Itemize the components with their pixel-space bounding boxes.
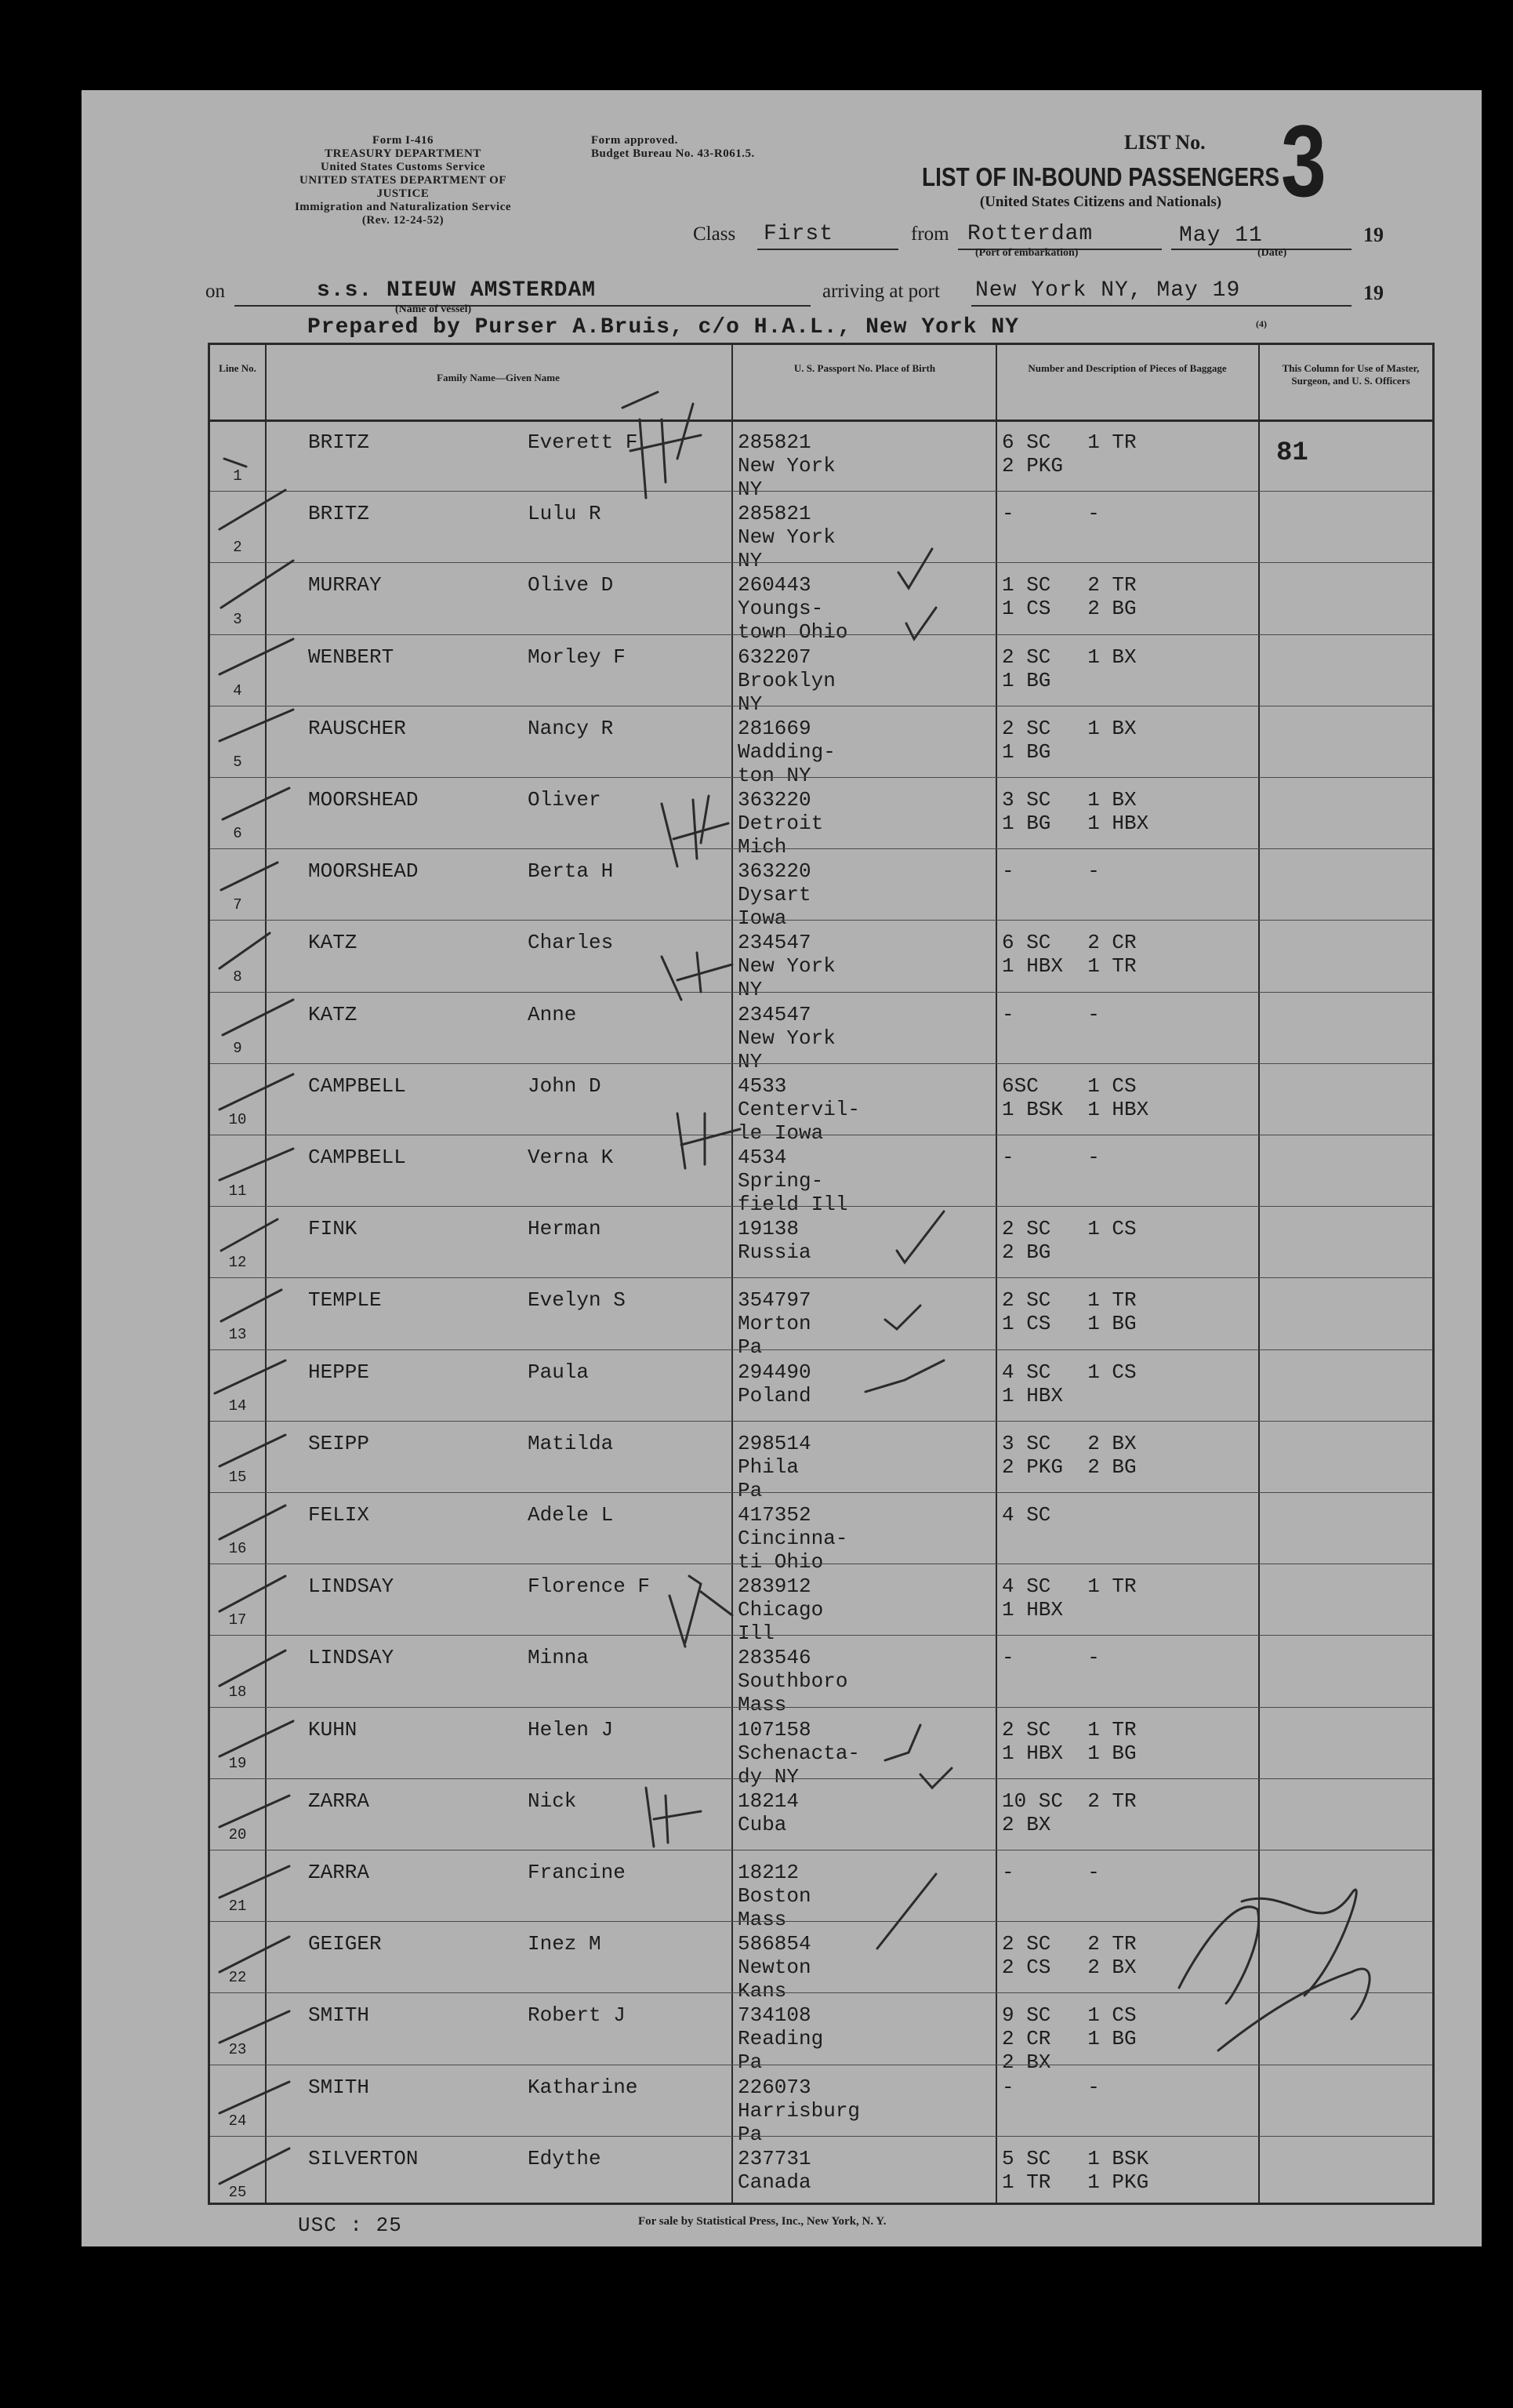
table-row — [210, 992, 1432, 1073]
family-name: SMITH — [308, 2075, 370, 2099]
family-name: BRITZ — [308, 502, 370, 526]
baggage-line: 5 SC 1 BSK — [1002, 2146, 1149, 2170]
given-name: Berta H — [528, 859, 614, 884]
manifest-sheet — [82, 90, 1482, 2246]
passport-line: 285821 — [738, 502, 811, 526]
baggage-description — [1002, 1718, 1137, 1765]
passport-line: Boston — [738, 1884, 811, 1908]
class-label: Class — [693, 223, 736, 245]
baggage-description — [1002, 1503, 1050, 1527]
passport-line: Russia — [738, 1240, 811, 1265]
table-row — [210, 1707, 1432, 1789]
form-id-line: UNITED STATES DEPARTMENT OF JUSTICE — [299, 174, 506, 200]
baggage-line: 1 BG 1 HBX — [1002, 812, 1149, 835]
baggage-line: 2 SC 1 TR — [1002, 1288, 1137, 1313]
baggage-line: 6SC 1 CS — [1002, 1073, 1137, 1098]
from-label: from — [911, 223, 949, 245]
given-name: Edythe — [528, 2146, 601, 2170]
passport-line: Mass — [738, 1908, 787, 1931]
baggage-line: 2 BG — [1002, 1240, 1051, 1265]
passport-line: NY — [738, 692, 763, 716]
table-row — [210, 1135, 1432, 1216]
passport-line: New York — [738, 525, 836, 550]
baggage-description — [1002, 573, 1137, 620]
baggage-line: - - — [1002, 1646, 1100, 1670]
baggage-description — [1002, 1789, 1137, 1836]
passport-line: Canada — [738, 2170, 811, 2194]
line-number: 19 — [228, 1754, 247, 1772]
form-id-line: United States Customs Service — [321, 161, 485, 173]
baggage-line: 2 CS 2 BX — [1002, 1956, 1137, 1980]
passport-line: Spring- — [738, 1169, 824, 1193]
baggage-line: 1 CS 2 BG — [1002, 597, 1137, 621]
family-name: KATZ — [308, 931, 357, 955]
passport-line: 18214 — [738, 1789, 800, 1813]
table-row — [210, 920, 1432, 1002]
given-name: Katharine — [528, 2075, 638, 2099]
table-row — [210, 1921, 1432, 2003]
baggage-description — [1002, 430, 1137, 478]
footer-summary: USC : 25 — [298, 2214, 402, 2237]
family-name: ZARRA — [308, 1861, 370, 1884]
baggage-line: 4 SC 1 TR — [1002, 1574, 1137, 1599]
table-row — [210, 848, 1432, 931]
vessel-name-caption: (Name of vessel) — [395, 303, 472, 315]
passport-line: Pa — [738, 1478, 763, 1502]
passport-line: field Ill — [738, 1193, 848, 1216]
passport-line: Iowa — [738, 906, 787, 931]
table-row — [210, 1063, 1432, 1145]
table-row — [210, 2065, 1432, 2146]
given-name: Herman — [528, 1217, 601, 1241]
given-name: Nancy R — [528, 716, 614, 740]
form-approved-note — [591, 134, 755, 161]
baggage-line: 1 HBX 1 TR — [1002, 954, 1137, 979]
passport-line: NY — [738, 1049, 763, 1073]
baggage-line: 1 HBX 1 BG — [1002, 1741, 1137, 1765]
form-approved-line: Form approved. — [591, 134, 678, 147]
table-row — [210, 1277, 1432, 1360]
line-number: 15 — [228, 1468, 247, 1486]
passport-line: Pa — [738, 1335, 763, 1360]
passport-line: 234547 — [738, 931, 811, 955]
officer-note: 81 — [1276, 438, 1308, 468]
baggage-line: 2 BX — [1002, 1812, 1051, 1836]
table-row — [210, 1635, 1432, 1717]
passport-line: 283912 — [738, 1574, 811, 1599]
form-id-line: Immigration and Naturalization Service — [294, 201, 512, 213]
passport-line: 294490 — [738, 1360, 811, 1384]
passport-line: NY — [738, 978, 763, 1002]
arriving-label: arriving at port — [822, 281, 940, 302]
baggage-description — [1002, 1217, 1137, 1264]
passport-line: Wadding- — [738, 739, 836, 764]
given-name: John D — [528, 1073, 601, 1098]
passport-line: 417352 — [738, 1503, 811, 1527]
family-name: KUHN — [308, 1717, 357, 1742]
baggage-description — [1002, 1574, 1137, 1622]
table-row — [210, 1778, 1432, 1850]
passport-line: Detroit — [738, 812, 824, 835]
line-number: 17 — [228, 1611, 247, 1629]
baggage-description — [1002, 931, 1137, 978]
family-name: ZARRA — [308, 1789, 370, 1813]
table-row — [210, 562, 1432, 645]
passport-line: 298514 — [738, 1431, 811, 1455]
passport-line: 234547 — [738, 1002, 811, 1026]
baggage-line: 1 SC 2 TR — [1002, 573, 1137, 597]
baggage-line: 6 SC 1 TR — [1002, 430, 1137, 454]
passport-line: 586854 — [738, 1932, 811, 1956]
passport-birthplace — [738, 1789, 799, 1836]
passport-line: town Ohio — [738, 620, 848, 645]
passport-line: 260443 — [738, 573, 811, 597]
family-name: TEMPLE — [308, 1288, 382, 1313]
family-name: HEPPE — [308, 1360, 370, 1384]
family-name: CAMPBELL — [308, 1146, 406, 1169]
baggage-line: 1 CS 1 BG — [1002, 1312, 1137, 1336]
passport-birthplace — [738, 1360, 811, 1407]
year-mark: 19 — [1363, 281, 1384, 304]
baggage-line: 1 HBX — [1002, 1383, 1064, 1407]
given-name: Florence F — [528, 1574, 651, 1599]
baggage-line: 2 SC 1 BX — [1002, 645, 1137, 669]
line-number: 16 — [228, 1540, 247, 1558]
list-subtitle: (United States Citizens and Nationals) — [979, 194, 1222, 210]
passport-line: Mich — [738, 835, 787, 859]
table-row — [210, 491, 1432, 573]
table-row — [210, 1492, 1432, 1574]
baggage-line: 2 SC 1 TR — [1002, 1717, 1137, 1742]
baggage-line: - - — [1002, 1146, 1100, 1169]
baggage-line: - - — [1002, 2075, 1100, 2099]
passport-line: Ill — [738, 1622, 775, 1646]
baggage-description — [1002, 717, 1137, 764]
passport-line: New York — [738, 954, 836, 979]
table-row — [210, 634, 1432, 716]
given-name: Inez M — [528, 1932, 601, 1956]
line-number: 2 — [233, 539, 242, 557]
line-number: 20 — [228, 1825, 247, 1843]
form-id-line: Form I-416 — [372, 134, 434, 147]
vessel-name-value: s.s. NIEUW AMSTERDAM — [317, 278, 597, 303]
form-identification — [278, 134, 528, 227]
baggage-line: 4 SC — [1002, 1503, 1051, 1527]
family-name: SMITH — [308, 2003, 370, 2028]
baggage-line: 2 SC 1 BX — [1002, 716, 1137, 740]
form-id-line: TREASURY DEPARTMENT — [325, 147, 481, 160]
family-name: FINK — [308, 1217, 357, 1241]
passenger-table — [208, 343, 1435, 2205]
passport-line: 226073 — [738, 2075, 811, 2099]
passport-line: Cuba — [738, 1812, 787, 1836]
passport-line: Youngs- — [738, 597, 824, 621]
baggage-line: 2 CR 1 BG — [1002, 2027, 1137, 2051]
family-name: MURRAY — [308, 573, 382, 597]
passport-birthplace — [738, 2147, 811, 2194]
passport-line: Pa — [738, 2122, 763, 2146]
family-name: MOORSHEAD — [308, 859, 419, 884]
given-name: Anne — [528, 1002, 577, 1026]
baggage-line: 4 SC 1 CS — [1002, 1360, 1137, 1384]
baggage-line: - - — [1002, 1861, 1100, 1884]
baggage-line: 2 SC 2 TR — [1002, 1932, 1137, 1956]
field-number-caption: (4) — [1256, 318, 1267, 329]
baggage-line: 3 SC 1 BX — [1002, 788, 1137, 812]
line-number: 25 — [228, 2183, 247, 2201]
table-row — [210, 1421, 1432, 1502]
baggage-description — [1002, 788, 1148, 835]
line-number: 8 — [233, 968, 242, 986]
line-number: 11 — [228, 1182, 247, 1200]
family-name: BRITZ — [308, 430, 370, 454]
passport-line: 19138 — [738, 1217, 800, 1241]
baggage-description — [1002, 1003, 1100, 1026]
baggage-line: 3 SC 2 BX — [1002, 1431, 1137, 1455]
given-name: Olive D — [528, 573, 614, 597]
baggage-line: 2 SC 1 CS — [1002, 1217, 1137, 1241]
passport-line: Southboro — [738, 1669, 848, 1694]
family-name: GEIGER — [308, 1932, 382, 1956]
baggage-line: - - — [1002, 502, 1100, 526]
line-number: 9 — [233, 1039, 242, 1057]
port-embarkation-caption: (Port of embarkation) — [975, 247, 1079, 259]
baggage-line: 1 TR 1 PKG — [1002, 2170, 1149, 2194]
passport-line: Harrisburg — [738, 2098, 861, 2123]
baggage-line: - - — [1002, 1002, 1100, 1026]
port-embarkation-value: Rotterdam — [967, 222, 1094, 246]
passport-line: Kans — [738, 1979, 787, 2003]
baggage-line: 1 BSK 1 HBX — [1002, 1097, 1149, 1121]
given-name: Matilda — [528, 1431, 614, 1455]
header-officers: This Column for Use of Master, Surgeon, and U. S. Officers — [1282, 362, 1420, 387]
passport-line: Newton — [738, 1956, 811, 1980]
passport-line: Cincinna- — [738, 1527, 848, 1550]
date-caption: (Date) — [1257, 247, 1287, 259]
baggage-description — [1002, 1432, 1137, 1479]
passport-line: NY — [738, 478, 763, 501]
line-number: 12 — [228, 1254, 247, 1272]
header-passport: U. S. Passport No. Place of Birth — [793, 362, 936, 374]
passport-line: Reading — [738, 2027, 824, 2051]
passport-line: 18212 — [738, 1861, 800, 1884]
baggage-description — [1002, 1861, 1100, 1884]
given-name: Paula — [528, 1360, 590, 1384]
passport-line: 107158 — [738, 1717, 811, 1742]
passport-line: 354797 — [738, 1288, 811, 1313]
given-name: Adele L — [528, 1503, 614, 1527]
passport-line: Dysart — [738, 883, 811, 907]
table-row — [210, 1349, 1432, 1421]
baggage-description — [1002, 1146, 1100, 1169]
table-row — [210, 1564, 1432, 1646]
table-row — [210, 419, 1432, 501]
passport-line: 283546 — [738, 1646, 811, 1670]
baggage-line: 6 SC 2 CR — [1002, 931, 1137, 955]
table-row — [210, 1850, 1432, 1931]
family-name: SEIPP — [308, 1431, 370, 1455]
family-name: LINDSAY — [308, 1646, 394, 1670]
given-name: Morley F — [528, 645, 626, 669]
given-name: Helen J — [528, 1717, 614, 1742]
passport-line: Phila — [738, 1455, 800, 1479]
baggage-line: 2 PKG 2 BG — [1002, 1455, 1137, 1479]
passport-line: Poland — [738, 1383, 811, 1407]
list-number-value: 3 — [1281, 104, 1326, 218]
passport-line: 285821 — [738, 430, 811, 454]
baggage-description — [1002, 1360, 1137, 1407]
given-name: Verna K — [528, 1146, 614, 1169]
line-number: 23 — [228, 2040, 247, 2058]
baggage-line: 1 HBX — [1002, 1598, 1064, 1622]
on-label: on — [205, 281, 225, 302]
given-name: Oliver — [528, 788, 601, 812]
passport-line: 4533 — [738, 1073, 787, 1098]
family-name: CAMPBELL — [308, 1073, 406, 1098]
header-line-no: Line No. — [219, 362, 256, 374]
baggage-description — [1002, 1646, 1100, 1669]
passport-line: New York — [738, 454, 836, 478]
departure-date-value: May 11 — [1179, 223, 1263, 248]
family-name: SILVERTON — [308, 2146, 419, 2170]
line-number: 7 — [233, 896, 242, 914]
table-row — [210, 706, 1432, 787]
line-number: 22 — [228, 1969, 247, 1987]
list-number-label: LIST No. — [1124, 131, 1206, 154]
baggage-line: 1 BG — [1002, 668, 1051, 692]
form-id-line: (Rev. 12-24-52) — [361, 214, 444, 227]
passport-line: New York — [738, 1026, 836, 1050]
baggage-line: 1 BG — [1002, 739, 1051, 764]
baggage-line: - - — [1002, 859, 1100, 884]
family-name: LINDSAY — [308, 1574, 394, 1599]
given-name: Nick — [528, 1789, 577, 1813]
given-name: Francine — [528, 1861, 626, 1884]
baggage-line: 9 SC 1 CS — [1002, 2003, 1137, 2028]
prepared-by-line: Prepared by Purser A.Bruis, c/o H.A.L., New York NY — [307, 315, 1019, 340]
line-number: 1 — [233, 467, 242, 485]
baggage-description — [1002, 1074, 1148, 1121]
passport-birthplace — [738, 1217, 811, 1264]
table-row — [210, 2136, 1432, 2207]
line-number: 13 — [228, 1325, 247, 1343]
baggage-description — [1002, 2147, 1148, 2194]
baggage-description — [1002, 1288, 1137, 1335]
passport-line: Chicago — [738, 1598, 824, 1622]
passport-line: 734108 — [738, 2003, 811, 2028]
family-name: RAUSCHER — [308, 716, 406, 740]
arrival-value: New York NY, May 19 — [975, 278, 1241, 303]
form-approved-line: Budget Bureau No. 43-R061.5. — [591, 147, 755, 160]
family-name: KATZ — [308, 1002, 357, 1026]
passport-line: Pa — [738, 2050, 763, 2075]
passport-line: 237731 — [738, 2146, 811, 2170]
class-value: First — [764, 222, 834, 246]
given-name: Everett F — [528, 430, 638, 454]
baggage-description — [1002, 1932, 1137, 1979]
passport-line: dy NY — [738, 1764, 800, 1789]
baggage-line: 2 PKG — [1002, 454, 1064, 478]
line-number: 14 — [228, 1396, 247, 1415]
baggage-description — [1002, 502, 1100, 525]
passport-line: NY — [738, 549, 763, 573]
passport-line: 363220 — [738, 788, 811, 812]
passport-line: 281669 — [738, 716, 811, 740]
given-name: Minna — [528, 1646, 590, 1670]
given-name: Robert J — [528, 2003, 626, 2028]
baggage-description — [1002, 645, 1137, 692]
passport-line: ton NY — [738, 763, 811, 787]
passport-line: 4534 — [738, 1146, 787, 1169]
line-number: 24 — [228, 2112, 247, 2130]
year-mark: 19 — [1363, 223, 1384, 246]
line-number: 5 — [233, 753, 242, 771]
given-name: Lulu R — [528, 502, 601, 526]
passport-line: Schenacta- — [738, 1741, 861, 1765]
line-number: 6 — [233, 825, 242, 843]
header-name: Family Name—Given Name — [437, 372, 560, 383]
table-row — [210, 1206, 1432, 1277]
passport-line: 632207 — [738, 645, 811, 669]
given-name: Charles — [528, 931, 614, 955]
line-number: 4 — [233, 681, 242, 699]
passport-line: ti Ohio — [738, 1550, 824, 1574]
passport-line: Brooklyn — [738, 668, 836, 692]
family-name: FELIX — [308, 1503, 370, 1527]
table-row — [210, 1992, 1432, 2075]
footer-publisher: For sale by Statistical Press, Inc., New York, N. Y. — [638, 2215, 887, 2228]
header-baggage: Number and Description of Pieces of Baggage — [1028, 362, 1227, 374]
line-number: 3 — [233, 610, 242, 628]
passport-line: Mass — [738, 1693, 787, 1717]
passport-line: 363220 — [738, 859, 811, 884]
line-number: 10 — [228, 1110, 247, 1128]
family-name: WENBERT — [308, 645, 394, 669]
line-number: 18 — [228, 1683, 247, 1701]
line-number: 21 — [228, 1898, 247, 1916]
family-name: MOORSHEAD — [308, 788, 419, 812]
passport-line: le Iowa — [738, 1120, 824, 1145]
baggage-description — [1002, 859, 1100, 883]
passport-line: Morton — [738, 1312, 811, 1336]
baggage-line: 10 SC 2 TR — [1002, 1789, 1137, 1813]
baggage-description — [1002, 2076, 1100, 2099]
given-name: Evelyn S — [528, 1288, 626, 1313]
baggage-line: 2 BX — [1002, 2050, 1051, 2075]
table-row — [210, 777, 1432, 859]
list-title: LIST OF IN-BOUND PASSENGERS — [921, 162, 1280, 191]
passport-line: Centervil- — [738, 1097, 861, 1121]
